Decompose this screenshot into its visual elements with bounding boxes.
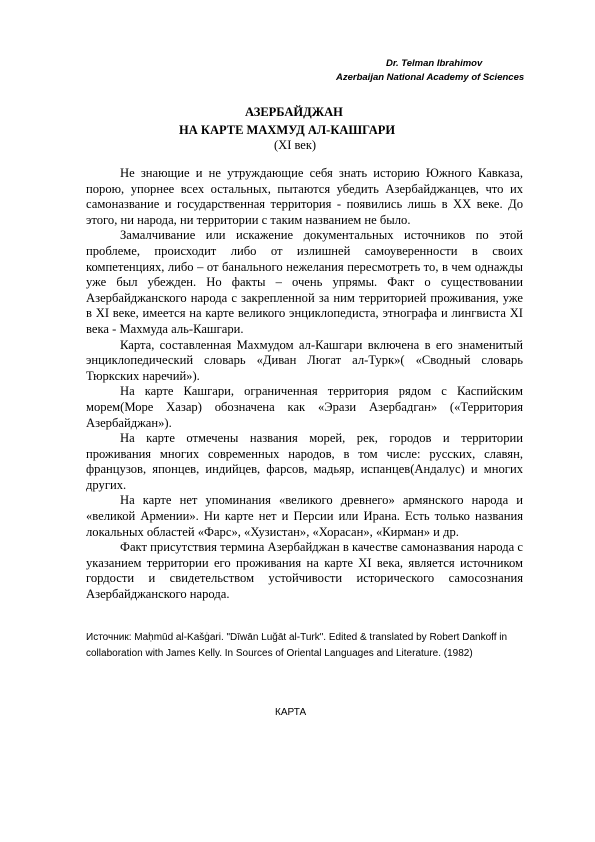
author-name: Dr. Telman Ibrahimov	[386, 58, 483, 69]
source-citation: Источник: Maḥmūd al-Kašġari. "Dīwān Luğāt al-Turk". Edited & translated by Robert Dankoff in collaboration with James Kelly. In Sources of Oriental Languages and Literature. (1982)	[86, 632, 508, 659]
title-line-2: НА КАРТЕ МАХМУД АЛ-КАШГАРИ	[179, 123, 396, 137]
title-line-1: АЗЕРБАЙДЖАН	[245, 105, 343, 119]
century-subtitle: (XI век)	[274, 138, 317, 152]
paragraph: На карте нет упоминания «великого древнего» армянского народа и «великой Армении». Ни карте нет и Персии или Ирана. Есть только названия локальных областей «Фарс», «Хузистан», «Хорасан», «Кирман» и др.	[86, 493, 523, 539]
map-label: КАРТА	[275, 707, 307, 718]
paragraph: Замалчивание или искажение документальных источников по этой проблеме, происходит либо от излишней самоуверенности в своих компетенциях, либо – от банального нежелания пересмотреть то, в чем однажды уже был убежден. Но факты – очень упрямы. Факт о существовании Азербайджанского народа с закрепленной за ним территорией проживания, уже в XI веке, имеется на карте великого энциклопедиста, этнографа и лингвиста XI века - Махмуда аль-Кашгари.	[86, 228, 523, 336]
paragraph: Карта, составленная Махмудом ал-Кашгари включена в его знаменитый энциклопедический словарь «Диван Люгат ал-Турк»( «Сводный словарь Тюркских наречий»).	[86, 337, 523, 383]
paragraph: Не знающие и не утруждающие себя знать историю Южного Кавказа, порою, упорнее всех остальных, пытаются убедить Азербайджанцев, что их самоназвание и государственная территория - появились лишь в ХХ веке. До этого, ни народа, ни территории с таким названием не было.	[86, 166, 523, 227]
body-text	[86, 166, 523, 603]
paragraph: Факт присутствия термина Азербайджан в качестве самоназвания народа с указанием территории его проживания на карте XI века, является источником гордости и свидетельством устойчивости исторического самосознания Азербайджанского народа.	[86, 540, 523, 602]
author-affiliation: Azerbaijan National Academy of Sciences	[336, 72, 525, 83]
paragraph: На карте отмечены названия морей, рек, городов и территории проживания многих современных народов, в том числе: русских, славян, французов, японцев, индийцев, фарсов, мадьяр, испанцев(Андалус) и многих других.	[86, 431, 523, 492]
paragraph: На карте Кашгари, ограниченная территория рядом с Каспийским морем(Море Хазар) обозначена как «Эрази Азербадган» («Территория Азербайджан»).	[86, 384, 523, 430]
